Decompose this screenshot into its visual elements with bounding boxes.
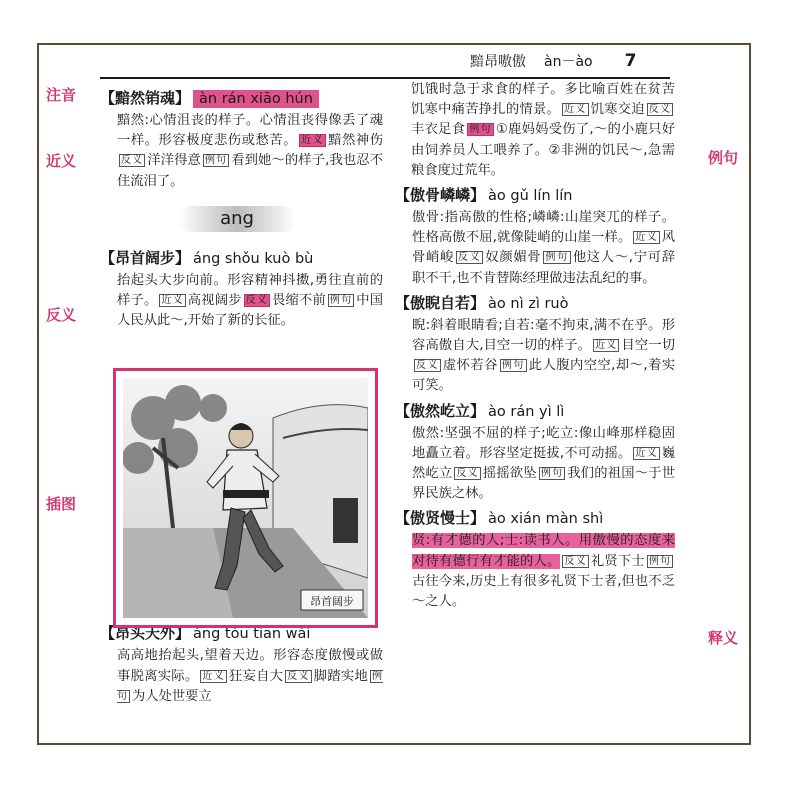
headword: 【傲然屹立】 xyxy=(395,401,486,420)
tag-synonym: 近义 xyxy=(564,104,587,116)
header-rule xyxy=(100,77,670,79)
headword: 【傲睨自若】 xyxy=(395,293,486,312)
tag-example: 例句 xyxy=(540,468,564,480)
tag-example: 例句 xyxy=(648,555,672,567)
tag-synonym: 近义 xyxy=(635,447,658,459)
definition-highlight: 贤:有才德的人;士:读书人。用傲慢的态度来对待有德行有才能的人。 xyxy=(412,533,675,569)
page-number: 7 xyxy=(624,51,637,71)
tag-antonym: 反义 xyxy=(416,360,439,372)
tag-synonym: 近义 xyxy=(301,135,325,147)
tag-antonym: 反义 xyxy=(456,468,479,480)
tag-example: 例句 xyxy=(117,670,384,702)
pinyin: áng shǒu kuò bù xyxy=(193,250,314,267)
tag-example: 例句 xyxy=(469,124,492,136)
entry-aoran-yili xyxy=(395,399,675,505)
tag-antonym: 反义 xyxy=(458,252,482,264)
definition: 高高地抬起头,望着天边。形容态度傲慢或做事脱离实际。 近义 狂妄自大 反义 脚踏实地 例句 为人处世要立 xyxy=(117,648,384,704)
tag-synonym: 近义 xyxy=(635,232,658,244)
tag-antonym: 反义 xyxy=(564,555,587,567)
pinyin: áng tóu tiān wài xyxy=(193,626,311,643)
definition: 傲然:坚强不屈的样子;屹立:像山峰那样稳固地矗立着。形容坚定挺拔,不可动摇。 近义 巍然屹立 反义 摇摇欲坠 例句 我们的祖国～于世界民族之林。 xyxy=(412,425,676,502)
tag-synonym: 近义 xyxy=(161,295,184,307)
headword: 【傲骨嶙嶙】 xyxy=(395,186,486,205)
pinyin: ào gǔ lín lín xyxy=(488,188,573,205)
tag-example: 例句 xyxy=(545,252,569,264)
section-heading xyxy=(100,200,383,242)
page-header xyxy=(470,51,636,71)
entry-continuation: 饥饿时急于求食的样子。多比喻百姓在贫苦饥寒中痛苦挣扎的情景。 近义 饥寒交迫 反义丰衣足食 例句 ①鹿妈妈受伤了,～的小鹿只好由饲养员人工喂养了。②非洲的饥民～,急需粮食度过荒年。 xyxy=(411,82,676,178)
callout-liju: 例句 xyxy=(708,149,739,167)
entry-angshou-kuobu xyxy=(100,246,383,332)
entry-anran-xiaohun xyxy=(100,86,383,192)
definition: 黯然:心情沮丧的样子。心情沮丧得像丢了魂一样。形容极度悲伤或愁苦。 近义 黯然神伤反义 洋洋得意 例句 看到她～的样子,我也忍不住流泪了。 xyxy=(117,113,384,189)
tag-antonym: 反义 xyxy=(121,155,144,167)
headword: 【昂首阔步】 xyxy=(100,248,191,267)
tag-example: 例句 xyxy=(501,360,525,372)
tag-antonym: 反义 xyxy=(245,295,269,307)
header-chars: 黯昂嗷傲 xyxy=(470,54,526,70)
illustration xyxy=(113,368,378,628)
right-column xyxy=(395,80,675,612)
illustration-caption: 昂首阔步 xyxy=(310,595,354,608)
entry-aoni-ziruo xyxy=(395,291,675,397)
callout-fanyi: 反义 xyxy=(46,306,77,324)
tag-antonym: 反义 xyxy=(648,104,672,116)
pinyin: ào xián màn shì xyxy=(488,511,604,528)
callout-shiyi: 释义 xyxy=(708,629,739,647)
headword: 【昂头天外】 xyxy=(100,624,191,643)
definition: 傲骨:指高傲的性格;嶙嶙:山崖突兀的样子。性格高傲不屈,就像陡峭的山崖一样。 近义 风骨峭峻 反义 奴颜媚骨 例句 他这人～,宁可辞职不干,也不肯替陈经理做违法乱纪的事。 xyxy=(412,210,676,286)
headword: 【黯然销魂】 xyxy=(100,89,191,107)
entry-angtou-tianwai xyxy=(100,621,383,707)
tag-synonym: 近义 xyxy=(202,670,225,682)
header-pinyin: àn－ào xyxy=(544,54,593,70)
entry-aogu-linlin xyxy=(395,183,675,289)
tag-antonym: 反义 xyxy=(287,670,310,682)
callout-zhuyin: 注音 xyxy=(46,86,77,104)
pinyin: ào nì zì ruò xyxy=(488,295,569,312)
definition: 睨:斜着眼睛看;自若:毫不拘束,满不在乎。形容高傲自大,目空一切的样子。 近义 目空一切反义 虚怀若谷 例句 此人腹内空空,却～,着实可笑。 xyxy=(412,317,676,394)
tag-synonym: 近义 xyxy=(595,340,618,352)
tag-example: 例句 xyxy=(204,155,228,167)
callout-chatu: 插图 xyxy=(46,495,77,513)
definition: 抬起头大步向前。形容精神抖擞,勇往直前的样子。 近义 高视阔步 反义 畏缩不前 例句 中国人民从此～,开始了新的长征。 xyxy=(117,272,384,329)
illustration-image xyxy=(123,378,368,618)
entry-aoxian-manshi xyxy=(395,506,675,612)
pinyin: ào rán yì lì xyxy=(488,403,565,420)
section-label: ang xyxy=(220,207,254,229)
pinyin: àn rán xiāo hún xyxy=(193,90,319,108)
tag-example: 例句 xyxy=(329,295,353,307)
definition: 贤:有才德的人;士:读书人。用傲慢的态度来对待有德行有才能的人。 反义 礼贤下士 例句古往今来,历史上有很多礼贤下士者,但也不乏～之人。 xyxy=(412,533,675,610)
headword: 【傲贤慢士】 xyxy=(395,509,486,528)
callout-jinyi: 近义 xyxy=(46,152,77,170)
